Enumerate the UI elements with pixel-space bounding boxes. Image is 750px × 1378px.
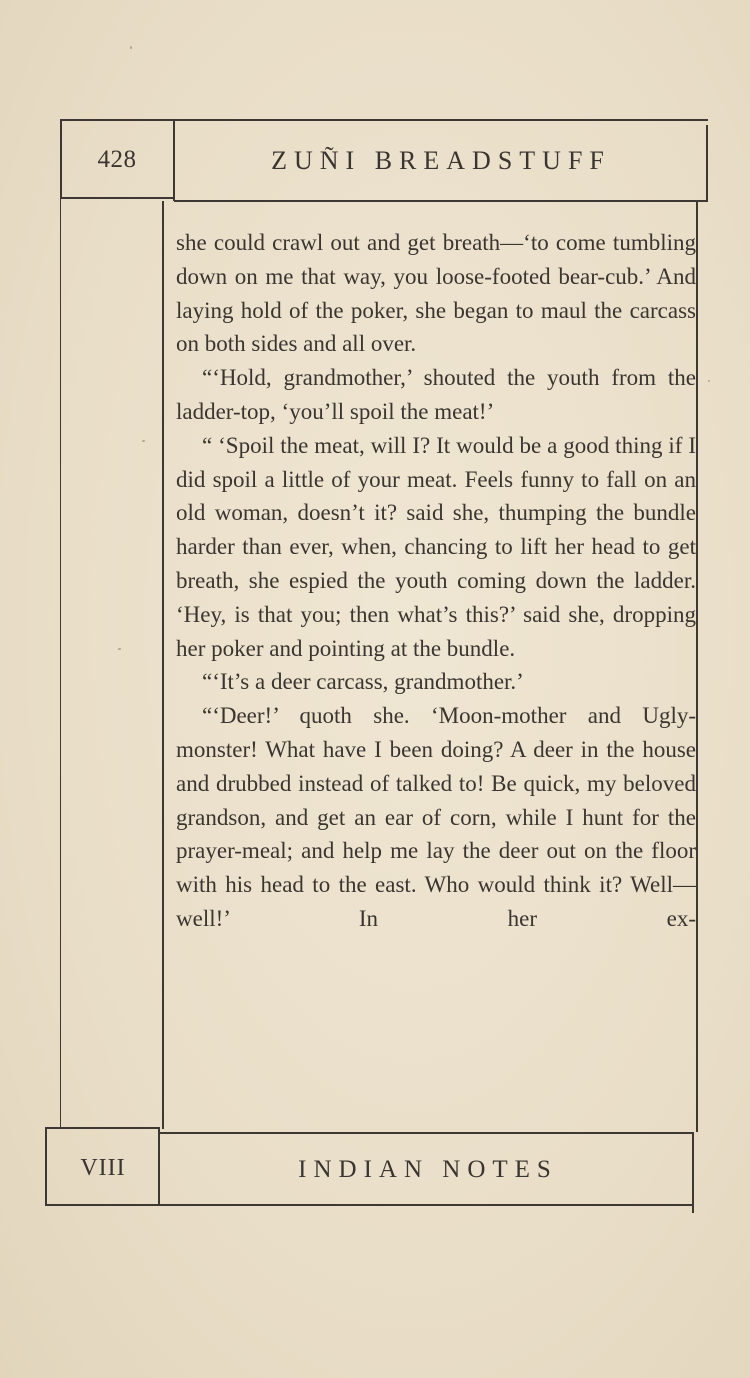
- footer-top-rule: [46, 1127, 160, 1129]
- paper-speck: [142, 440, 145, 442]
- header-right-border: [706, 125, 708, 202]
- paragraph: “ ‘Spoil the meat, will I? It would be a good thing if I did spoil a little of your meat. Feels funny to fall on an old woman, doesn’t it? said she, thumping the bundle harder than ever, when, chancing to lift her head to get breath, she espied the youth coming down the ladder. ‘Hey, is that you; then what’s this?’ said she, dropping her poker and pointing at the bundle.: [176, 432, 696, 661]
- body-text: [176, 226, 696, 936]
- paper-speck: [708, 380, 710, 382]
- page-number: 428: [97, 146, 137, 173]
- running-title: ZUÑI BREADSTUFF: [271, 146, 611, 175]
- paragraph: “‘Deer!’ quoth she. ‘Moon-mother and Ugly-monster! What have I been doing? A deer in the house and drubbed instead of talked to! Be quick, my beloved grandson, and get an ear of corn, while I hunt for the prayer-meal; and help me lay the deer out on the floor with his head to the east. Who would think it? Well—well!’ In her ex-: [176, 703, 696, 931]
- paper-speck: [118, 648, 121, 650]
- paragraph: “‘Hold, grandmother,’ shouted the youth from the ladder-top, ‘you’ll spoil the meat!’: [176, 365, 696, 424]
- paragraph: she could crawl out and get breath—‘to come tumbling down on me that way, you loose-footed bear-cub.’ And laying hold of the poker, she began to maul the carcass on both sides and all over.: [176, 230, 696, 357]
- header-bottom-rule-right: [174, 200, 708, 202]
- text-column-left-rule: [162, 201, 164, 1129]
- paper-speck: [130, 46, 132, 49]
- text-column-right-rule: [696, 202, 698, 1132]
- margin-column-rule: [60, 199, 61, 1127]
- paragraph: “‘It’s a deer carcass, grandmother.’: [202, 669, 524, 695]
- section-number: VIII: [80, 1154, 126, 1181]
- series-title: INDIAN NOTES: [298, 1156, 558, 1183]
- header-top-rule: [60, 119, 708, 121]
